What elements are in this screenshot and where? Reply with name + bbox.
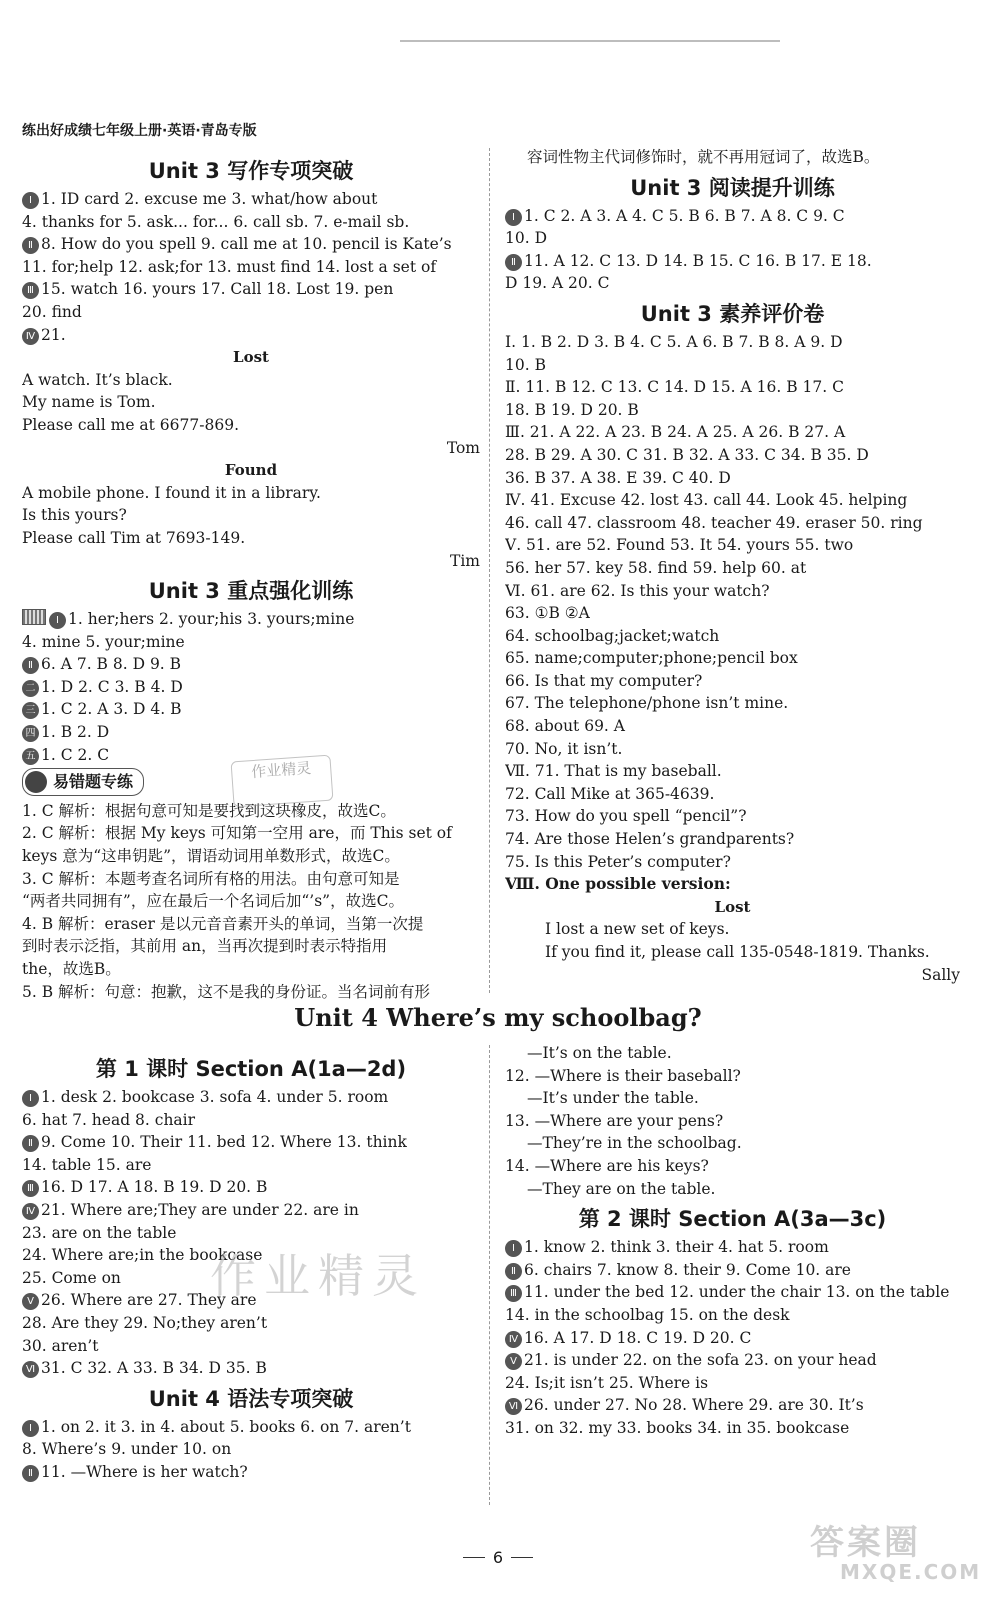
corner-watermark-url: MXQE.COM — [840, 1560, 982, 1584]
answer-line — [22, 913, 480, 936]
answer-line — [22, 958, 480, 981]
section-badge: Ⅰ — [22, 192, 39, 209]
answer-text: 25. Come on — [22, 1268, 121, 1287]
answer-line — [22, 188, 480, 211]
grammar-answers — [22, 1416, 480, 1484]
answer-line — [22, 256, 480, 279]
section-badge: Ⅰ — [22, 1090, 39, 1107]
answer-line — [22, 391, 480, 414]
answer-line — [22, 414, 480, 437]
answer-text: 28. Are they 29. No;they aren’t — [22, 1313, 268, 1332]
answer-line — [22, 822, 480, 845]
answer-line — [505, 1132, 960, 1155]
answer-line — [505, 1178, 960, 1201]
answer-text: 1. ID card 2. excuse me 3. what/how about — [41, 190, 378, 208]
answer-text: 18. B 19. D 20. B — [505, 400, 639, 419]
answer-line — [505, 512, 960, 535]
answer-text: 1. desk 2. bookcase 3. sofa 4. under 5. room — [41, 1088, 389, 1106]
answer-text: 6. A 7. B 8. D 9. B — [41, 655, 182, 674]
writing-title: Unit 3 写作专项突破 — [148, 159, 354, 183]
answer-text: 14. —Where are his keys? — [505, 1156, 709, 1175]
answer-text: 20. find — [22, 302, 82, 321]
answer-line — [22, 504, 480, 527]
answer-line — [545, 941, 960, 964]
answer-line — [22, 1416, 480, 1439]
answer-text: 66. Is that my computer? — [505, 671, 703, 690]
key-training-answers — [22, 608, 480, 766]
section-badge: 三 — [22, 702, 39, 719]
answer-line — [505, 227, 960, 250]
section-badge: Ⅰ — [22, 1420, 39, 1437]
answer-text: A watch. It’s black. — [22, 370, 173, 389]
answer-line — [505, 1155, 960, 1178]
answer-line — [505, 376, 960, 399]
answer-line — [22, 653, 480, 676]
lesson2-title: 第 2 课时 Section A(3a—3c) — [578, 1207, 887, 1232]
found-signature: Tim — [450, 551, 480, 570]
answer-line — [505, 421, 960, 444]
answer-line — [22, 868, 480, 891]
found-notice — [22, 482, 480, 550]
answer-line — [22, 1086, 480, 1109]
answer-text: My name is Tom. — [22, 393, 156, 412]
answer-text: 24. Where are;in the bookcase — [22, 1246, 263, 1265]
answer-text: 4. thanks for 5. ask... for... 6. call sb. 7. e-mail sb. — [22, 212, 410, 231]
answer-line — [505, 1259, 960, 1282]
answer-text: 1. C 2. A 3. A 4. C 5. B 6. B 7. A 8. C 9. C — [524, 206, 845, 225]
answer-line — [505, 625, 960, 648]
answer-line — [505, 205, 960, 228]
answer-text: Ⅴ. 51. are 52. Found 53. It 54. yours 55. two — [505, 536, 854, 555]
answer-line — [22, 608, 480, 631]
answer-line — [22, 324, 480, 347]
tag-icon — [25, 771, 47, 793]
answer-text: 72. Call Mike at 365-4639. — [505, 784, 715, 803]
dash-left — [463, 1557, 485, 1558]
answer-line — [22, 211, 480, 234]
answer-text: 1. on 2. it 3. in 4. about 5. books 6. on 7. aren’t — [41, 1417, 411, 1436]
section-badge: Ⅱ — [22, 237, 39, 254]
answer-text: 70. No, it isn’t. — [505, 739, 623, 758]
answer-line — [505, 1327, 960, 1350]
answer-text: 21. Where are;They are under 22. are in — [41, 1200, 359, 1219]
answer-line — [505, 602, 960, 625]
answer-line — [22, 721, 480, 744]
answer-line — [22, 935, 480, 958]
answer-text: 13. —Where are your pens? — [505, 1111, 724, 1130]
reading-title: Unit 3 阅读提升训练 — [630, 175, 835, 200]
answer-text: 到时表示泛指，其前用 an，当再次提到时表示特指用 — [22, 937, 388, 956]
answer-line — [505, 250, 960, 273]
section-badge: Ⅲ — [22, 1180, 39, 1197]
answer-text: 73. How do you spell “pencil”? — [505, 807, 747, 826]
answer-text: 30. aren’t — [22, 1336, 99, 1355]
answer-line — [22, 676, 480, 699]
answer-text: 1. C 2. C — [41, 745, 110, 764]
answer-text: 12. —Where is their baseball? — [505, 1066, 741, 1085]
answer-text: 11. for;help 12. ask;for 13. must find 14. lost a set of — [22, 257, 437, 276]
answer-text: 11. under the bed 12. under the chair 13. on the table — [524, 1283, 950, 1302]
answer-text: 28. B 29. A 30. C 31. B 32. A 33. C 34. B 35. D — [505, 445, 869, 464]
answer-text: If you find it, please call 135-0548-1819. Thanks. — [545, 943, 930, 961]
answer-line — [505, 1042, 960, 1065]
answer-line — [22, 1131, 480, 1154]
answer-text: 1. B 2. D — [41, 723, 110, 742]
section-badge: Ⅳ — [22, 328, 39, 345]
answer-line — [505, 1065, 960, 1088]
answer-line — [22, 1109, 480, 1132]
section-badge: Ⅳ — [505, 1331, 522, 1348]
answer-text: 3. C 解析：本题考查名词所有格的用法。由句意可知是 — [22, 869, 400, 888]
answer-line — [22, 698, 480, 721]
answer-text: 31. on 32. my 33. books 34. in 35. bookcase — [505, 1418, 850, 1437]
ink-stamp — [231, 755, 334, 808]
answer-text: 14. in the schoolbag 15. on the desk — [505, 1305, 790, 1324]
answer-line — [505, 760, 960, 783]
answer-line — [505, 805, 960, 828]
answer-text: Ⅳ. 41. Excuse 42. lost 43. call 44. Look 45. helping — [505, 491, 908, 510]
grammar-title: Unit 4 语法专项突破 — [148, 1386, 354, 1411]
answer-line — [505, 1236, 960, 1259]
section-badge: Ⅵ — [505, 1398, 522, 1415]
answer-line — [505, 1304, 960, 1327]
answer-text: 8. How do you spell 9. call me at 10. pencil is Kate’s — [41, 235, 452, 254]
section-badge: 四 — [22, 725, 39, 742]
answer-text: 11. A 12. C 13. D 14. B 15. C 16. B 17. E 18. — [524, 251, 872, 270]
answer-text: 74. Are those Helen’s grandparents? — [505, 830, 795, 849]
answer-line — [505, 692, 960, 715]
answer-line — [505, 1394, 960, 1417]
answer-line — [22, 1199, 480, 1222]
section-badge: Ⅵ — [22, 1361, 39, 1378]
answer-text: the，故选B。 — [22, 960, 121, 978]
answer-line — [505, 1417, 960, 1440]
section-badge: Ⅰ — [505, 209, 522, 226]
answer-text: Please call me at 6677-869. — [22, 415, 240, 434]
top-left-column — [22, 152, 480, 1003]
answer-line — [545, 918, 960, 941]
answer-text: 6. chairs 7. know 8. their 9. Come 10. are — [524, 1260, 851, 1279]
answer-text: I lost a new set of keys. — [545, 920, 730, 939]
answer-line — [22, 1176, 480, 1199]
lost-signature: Tom — [446, 438, 480, 457]
answer-text: keys 意为“这串钥匙”，谓语动词用单数形式，故选C。 — [22, 847, 400, 866]
answer-line — [505, 1087, 960, 1110]
error-explanations — [22, 800, 480, 1003]
dash-right — [511, 1557, 533, 1558]
answer-line — [505, 354, 960, 377]
answer-text: 1. C 2. A 3. D 4. B — [41, 700, 182, 719]
lost-title: Lost — [233, 348, 269, 367]
lesson1-answers — [22, 1086, 480, 1380]
lesson1-title: 第 1 课时 Section A(1a—2d) — [95, 1057, 407, 1081]
section-badge: Ⅲ — [505, 1285, 522, 1302]
answer-line — [505, 399, 960, 422]
page-number-text: 6 — [492, 1548, 504, 1567]
answer-text: 10. B — [505, 355, 546, 374]
answer-text: Ⅰ. 1. B 2. D 3. B 4. C 5. A 6. B 7. B 8. A 9. D — [505, 332, 843, 351]
answer-text: —It’s on the table. — [527, 1044, 672, 1062]
answer-text: A mobile phone. I found it in a library. — [22, 483, 321, 502]
lesson2-answers — [505, 1236, 960, 1439]
answer-line — [505, 272, 960, 295]
answer-text: 4. mine 5. your;mine — [22, 632, 185, 651]
answer-text: 11. —Where is her watch? — [41, 1462, 248, 1481]
lost-notice — [22, 369, 480, 437]
answer-text: 26. Where are 27. They are — [41, 1291, 257, 1310]
answer-text: 1. her;hers 2. your;his 3. yours;mine — [68, 610, 355, 629]
answer-line — [22, 1438, 480, 1461]
page-header: 练出好成绩七年级上册·英语·青岛专版 — [22, 123, 257, 139]
answer-text: —It’s under the table. — [527, 1089, 699, 1108]
possible-version: Ⅷ. One possible version: — [505, 874, 731, 894]
answer-line — [22, 1312, 480, 1335]
section-badge: Ⅰ — [505, 1240, 522, 1257]
section-badge: Ⅱ — [22, 1135, 39, 1152]
section-badge: Ⅴ — [505, 1353, 522, 1370]
answer-line — [22, 233, 480, 256]
answer-text: Ⅲ. 21. A 22. A 23. B 24. A 25. A 26. B 27. A — [505, 423, 846, 442]
answer-line — [22, 1335, 480, 1358]
answer-text: 67. The telephone/phone isn’t mine. — [505, 694, 789, 713]
continued-dialogues — [505, 1042, 960, 1200]
section-badge: Ⅱ — [22, 657, 39, 674]
answer-line — [505, 489, 960, 512]
answer-text: 14. table 15. are — [22, 1155, 152, 1174]
answer-text: 21. is under 22. on the sofa 23. on your head — [524, 1351, 877, 1370]
answer-line — [505, 1281, 960, 1304]
answer-text: Is this yours? — [22, 506, 127, 525]
answer-line — [505, 1110, 960, 1133]
answer-line — [505, 1349, 960, 1372]
answer-line — [505, 534, 960, 557]
answer-text: 46. call 47. classroom 48. teacher 49. eraser 50. ring — [505, 513, 923, 532]
answer-line — [505, 670, 960, 693]
answer-text: D 19. A 20. C — [505, 274, 610, 293]
answer-text: 31. C 32. A 33. B 34. D 35. B — [41, 1359, 267, 1378]
answer-text: 24. Is;it isn’t 25. Where is — [505, 1373, 709, 1392]
answer-text: —They’re in the schoolbag. — [527, 1134, 742, 1153]
answer-text: 15. watch 16. yours 17. Call 18. Lost 19. pen — [41, 280, 394, 299]
answer-text: Ⅵ. 61. are 62. Is this your watch? — [505, 581, 770, 600]
answer-line — [505, 783, 960, 806]
answer-text: “两者共同拥有”，应在最后一个名词后加“’s”，故选C。 — [22, 892, 404, 911]
answer-text: 68. about 69. A — [505, 717, 625, 736]
lost2-title: Lost — [714, 897, 751, 916]
reading-answers — [505, 205, 960, 295]
answer-text: 9. Come 10. Their 11. bed 12. Where 13. think — [41, 1133, 407, 1152]
continued-line: 容词性物主代词修饰时，就不再用冠词了，故选B。 — [527, 148, 880, 166]
answer-text: 64. schoolbag;jacket;watch — [505, 626, 720, 645]
answer-text: 5. B 解析：句意：抱歉，这不是我的身份证。当名词前有形 — [22, 982, 431, 1001]
answer-line — [22, 1154, 480, 1177]
answer-text: 16. D 17. A 18. B 19. D 20. B — [41, 1178, 268, 1197]
answer-text: 2. C 解析：根据 My keys 可知第一空用 are，而 This set of — [22, 824, 452, 843]
answer-line — [505, 557, 960, 580]
answer-line — [22, 527, 480, 550]
answer-line — [505, 331, 960, 354]
corner-watermark — [810, 1515, 980, 1587]
answer-line — [505, 715, 960, 738]
answer-line — [505, 647, 960, 670]
answer-text: Ⅶ. 71. That is my baseball. — [505, 762, 722, 781]
lost2-notice — [505, 918, 960, 963]
answer-text: 8. Where’s 9. under 10. on — [22, 1440, 232, 1459]
answer-text: Ⅱ. 11. B 12. C 13. C 14. D 15. A 16. B 17. C — [505, 378, 844, 397]
lost2-signature: Sally — [921, 965, 960, 984]
section-badge: Ⅳ — [22, 1203, 39, 1220]
answer-text: 75. Is this Peter’s computer? — [505, 852, 731, 871]
section-badge: Ⅱ — [22, 1465, 39, 1482]
column-divider-bottom — [489, 1045, 490, 1505]
answer-line — [505, 580, 960, 603]
evaluation-title: Unit 3 素养评价卷 — [640, 301, 825, 326]
unit4-title: Unit 4 Where’s my schoolbag? — [294, 1003, 702, 1032]
answer-line — [505, 1372, 960, 1395]
writing-answers — [22, 188, 480, 346]
answer-text: 63. ①B ②A — [505, 604, 590, 623]
level-icon — [22, 609, 46, 625]
answer-line — [22, 890, 480, 913]
answer-text: 1. D 2. C 3. B 4. D — [41, 677, 183, 696]
answer-line — [505, 851, 960, 874]
evaluation-answers — [505, 331, 960, 873]
answer-line — [22, 482, 480, 505]
answer-line — [22, 631, 480, 654]
answer-text: 56. her 57. key 58. find 59. help 60. at — [505, 558, 807, 577]
answer-text: 65. name;computer;phone;pencil box — [505, 649, 798, 668]
answer-text: 23. are on the table — [22, 1223, 177, 1242]
watermark: 作业精灵 — [210, 1249, 426, 1303]
stamp-text: 作业精灵 — [250, 758, 312, 782]
error-practice-tag — [22, 768, 144, 796]
section-badge: Ⅴ — [22, 1293, 39, 1310]
answer-line — [505, 738, 960, 761]
error-tag-label: 易错题专练 — [53, 771, 134, 791]
answer-text: 6. hat 7. head 8. chair — [22, 1110, 196, 1129]
key-training-title: Unit 3 重点强化训练 — [148, 579, 354, 604]
answer-line — [22, 369, 480, 392]
answer-line — [22, 845, 480, 868]
answer-text: 21. — [41, 325, 66, 344]
answer-text: Please call Tim at 7693-149. — [22, 528, 246, 547]
answer-text: —They are on the table. — [527, 1179, 716, 1198]
section-badge: Ⅱ — [505, 254, 522, 271]
section-badge: Ⅲ — [22, 282, 39, 299]
column-divider-top — [489, 148, 490, 993]
answer-line — [22, 301, 480, 324]
answer-text: 1. C 解析：根据句意可知是要找到这块橡皮，故选C。 — [22, 801, 396, 820]
answer-text: 10. D — [505, 229, 548, 248]
answer-line — [505, 444, 960, 467]
found-title: Found — [224, 461, 278, 480]
section-badge: Ⅰ — [49, 612, 66, 629]
top-right-column — [505, 146, 960, 986]
answer-line — [505, 828, 960, 851]
answer-text: 26. under 27. No 28. Where 29. are 30. It’s — [524, 1396, 864, 1415]
answer-line — [505, 467, 960, 490]
top-rule — [400, 40, 780, 42]
answer-text: 36. B 37. A 38. E 39. C 40. D — [505, 468, 731, 487]
bottom-right-column — [505, 1042, 960, 1440]
section-badge: Ⅱ — [505, 1263, 522, 1280]
answer-line — [22, 1357, 480, 1380]
answer-text: 4. B 解析：eraser 是以元音音素开头的单词，当第一次提 — [22, 914, 424, 933]
corner-watermark-text: 答案圈 — [810, 1523, 921, 1563]
answer-line — [22, 278, 480, 301]
section-badge: 五 — [22, 748, 39, 765]
answer-text: 1. know 2. think 3. their 4. hat 5. room — [524, 1238, 829, 1257]
answer-text: 16. A 17. D 18. C 19. D 20. C — [524, 1328, 752, 1347]
section-badge: 二 — [22, 680, 39, 697]
answer-line — [22, 1461, 480, 1484]
